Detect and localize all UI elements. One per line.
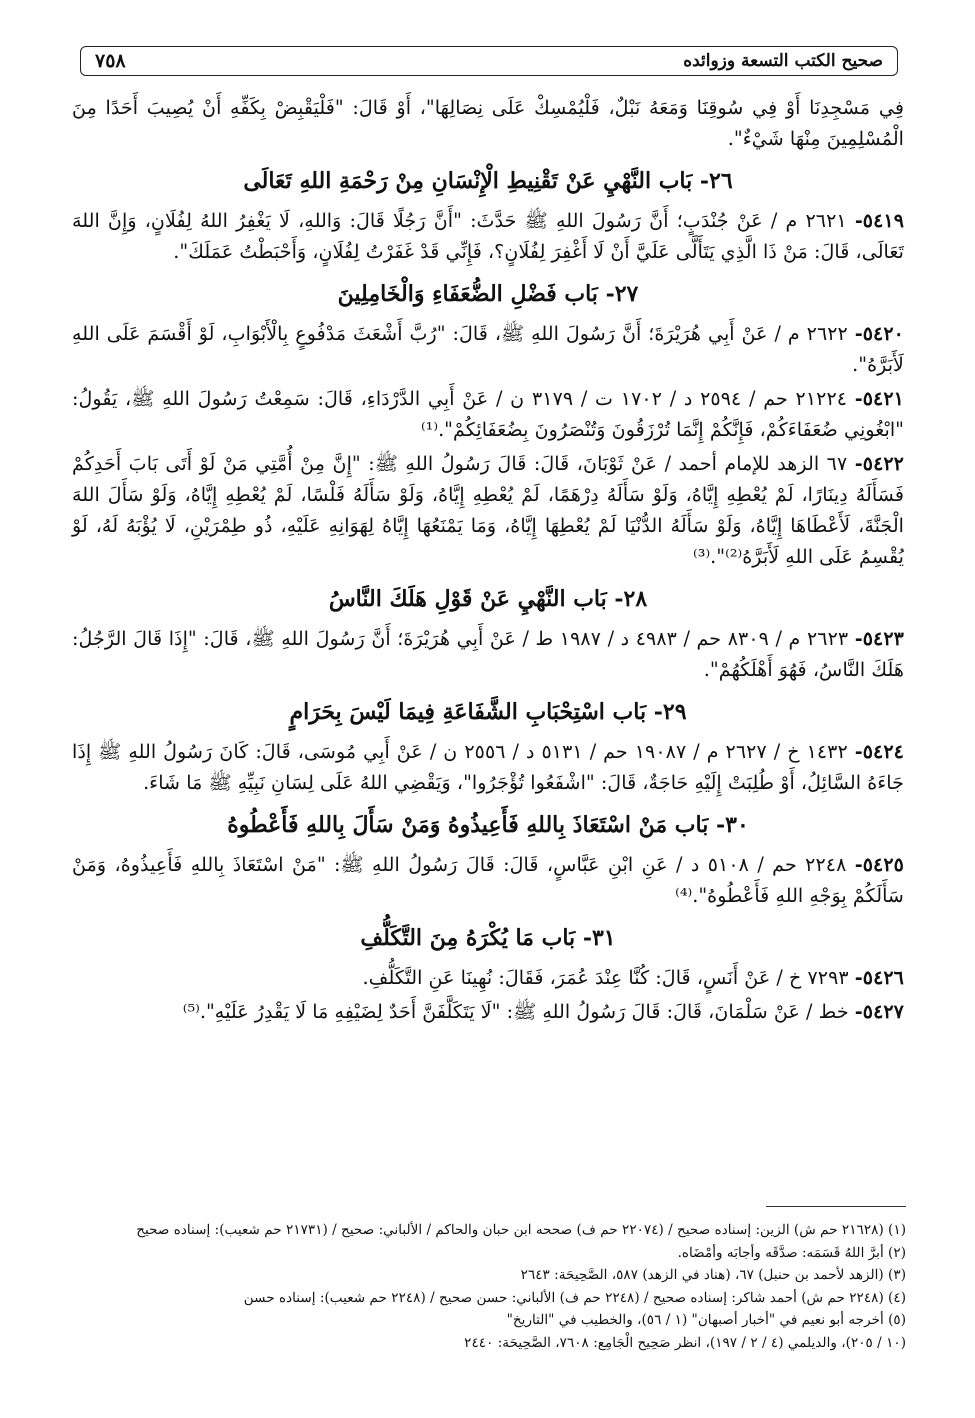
hadith-paragraph (72, 318, 904, 380)
hadith-text: ٧٢٩٣ خ / عَنْ أَنَسٍ، قَالَ: كُنَّا عِنْدَ عُمَرَ، فَقَالَ: نُهِينَا عَنِ التَّكَلُّفِ. (362, 966, 849, 989)
hadith-text: ٢٦٢٣ م / ٨٣٠٩ حم / ٤٩٨٣ د / ١٩٨٧ ط / عَنْ أَبِي هُرَيْرَةَ؛ أَنَّ رَسُولَ اللهِ ﷺ، قَالَ: "إِذَا قَالَ الرَّجُلُ: هَلَكَ النَّاسُ، فَهُوَ أَهْلَكُهُمْ". (72, 627, 904, 681)
footnote-divider (766, 1206, 906, 1207)
hadith-number: ٥٤٢٦- (854, 966, 904, 989)
hadith-number: ٥٤٢٥- (854, 853, 904, 876)
page-number: ٧٥٨ (95, 50, 126, 72)
chapter-heading: ٣٠- بَاب مَنْ اسْتَعَاذَ بِاللهِ فَأَعِيذُوهُ وَمَنْ سَأَلَ بِاللهِ فَأَعْطُوهُ (227, 812, 749, 838)
hadith-paragraph (72, 736, 904, 798)
book-title: صحيح الكتب التسعة وزوائده (683, 51, 883, 71)
hadith-paragraph (72, 205, 904, 267)
hadith-text: ٢٦٢١ م / عَنْ جُنْدَبٍ؛ أَنَّ رَسُولَ اللهِ ﷺ حَدَّثَ: "أَنَّ رَجُلًا قَالَ: وَاللهِ، لَا يَغْفِرُ اللهُ لِفُلَانٍ، وَإِنَّ اللهَ تَعَالَى، قَالَ: مَنْ ذَا الَّذِي يَتَأَلَّى عَلَيَّ أَنْ لَا أَغْفِرَ لِفُلَانٍ؟، فَإِنِّي قَدْ غَفَرْتُ لِفُلَانٍ، وَأَحْبَطْتُ عَمَلَكَ". (72, 209, 904, 263)
hadith-text: ٢٦٢٢ م / عَنْ أَبِي هُرَيْرَةَ؛ أَنَّ رَسُولَ اللهِ ﷺ، قَالَ: "رُبَّ أَشْعَثَ مَدْفُوعٍ بِالْأَبْوَابِ، لَوْ أَقْسَمَ عَلَى اللهِ لَأَبَرَّهُ". (72, 322, 904, 376)
hadith-text: ٢١٢٢٤ حم / ٢٥٩٤ د / ١٧٠٢ ت / ٣١٧٩ ن / عَنْ أَبِي الدَّرْدَاءِ، قَالَ: سَمِعْتُ رَسُولَ اللهِ ﷺ، يَقُولُ: "ابْغُونِي ضُعَفَاءَكُمْ، فَإِنَّكُمْ إِنَّمَا تُرْزَقُونَ وَتُنْصَرُونَ بِضُعَفَائِكُمْ".⁽¹⁾ (72, 387, 904, 441)
chapter-heading: ٣١- بَاب مَا يُكْرَهُ مِنَ التَّكَلُّفِ (360, 925, 616, 951)
hadith-paragraph (72, 962, 904, 993)
hadith-number: ٥٤٢٣- (854, 627, 904, 650)
hadith-number: ٥٤٢١- (854, 387, 904, 410)
footnote: (١٠ / ٢٠٥)، والديلمي (٤ / ٢ / ١٩٧)، انظر صَحِيح الْجَامِع: ٧٦٠٨، الصَّحِيحَة: ٢٤٤٠ (464, 1334, 906, 1351)
hadith-number: ٥٤١٩- (854, 209, 905, 232)
footnote-list (84, 1219, 906, 1355)
main-text (72, 92, 904, 1030)
footnote: (١) (٢١٦٢٨ حم ش) الزين: إسناده صحيح / (٢٢٠٧٤ حم ف) صححه ابن حبان والحاكم / الألباني: صحيح / (٢١٧٣١ حم شعيب): إسناده صحيح (136, 1222, 906, 1238)
hadith-paragraph (72, 383, 904, 445)
page-header (80, 46, 898, 76)
hadith-number: ٥٤٢٢- (854, 452, 904, 475)
hadith-text: فِي مَسْجِدِنَا أَوْ فِي سُوقِنَا وَمَعَهُ نَبْلٌ، فَلْيُمْسِكْ عَلَى نِصَالِهَا"، أَوْ قَالَ: "فَلْيَقْبِضْ بِكَفِّهِ أَنْ يُصِيبَ أَحَدًا مِنَ الْمُسْلِمِينَ مِنْهَا شَيْءٌ". (72, 96, 904, 150)
footnote: (٢) أبرَّ اللهُ قَسَمَه: صدَّقَه وأجابَه وأمْضَاه. (677, 1244, 906, 1261)
hadith-paragraph (72, 849, 904, 911)
footnote: (٣) (الزهد لأحمد بن حنبل) ٦٧، (هناد في الزهد) ٥٨٧، الصَّحِيحَة: ٢٦٤٣ (520, 1267, 906, 1284)
chapter-heading: ٢٧- بَاب فَضْلِ الضُّعَفَاءِ وَالْخَامِلِينَ (337, 281, 639, 307)
hadith-number: ٥٤٢٤- (854, 740, 904, 763)
hadith-text: ١٤٣٢ خ / ٢٦٢٧ م / ١٩٠٨٧ حم / ٥١٣١ د / ٢٥٥٦ ن / عَنْ أَبِي مُوسَى، قَالَ: كَانَ رَسُولُ اللهِ ﷺ إِذَا جَاءَهُ السَّائِلُ، أَوْ طُلِبَتْ إِلَيْهِ حَاجَةٌ، قَالَ: "اشْفَعُوا تُؤْجَرُوا"، وَيَقْضِي اللهُ عَلَى لِسَانِ نَبِيِّهِ ﷺ مَا شَاءَ. (72, 740, 904, 794)
hadith-paragraph (72, 448, 904, 572)
chapter-heading: ٢٦- بَاب النَّهْيِ عَنْ تَقْنِيطِ الْإِنْسَانِ مِنْ رَحْمَةِ اللهِ تَعَالَى (243, 168, 733, 194)
chapter-heading: ٢٨- بَاب النَّهْيِ عَنْ قَوْلِ هَلَكَ النَّاسُ (328, 586, 648, 612)
footnote: (٥) أخرجه أبو نعيم في "أخبار أصبهان" (١ / ٥٦)، والخطيب في "التاريخ" (506, 1312, 906, 1329)
footnote: (٤) (٢٢٤٨ حم ش) أحمد شاكر: إسناده صحيح / (٢٢٤٨ حم ف) الألباني: حسن صحيح / (٢٢٤٨ حم شعيب): إسناده حسن (243, 1289, 906, 1306)
hadith-text: خط / عَنْ سَلْمَانَ، قَالَ: قَالَ رَسُولُ اللهِ ﷺ: "لَا يَتَكَلَّفَنَّ أَحَدٌ لِضَيْفِهِ مَا لَا يَقْدِرُ عَلَيْهِ".⁽⁵⁾ (182, 1000, 849, 1023)
hadith-paragraph (72, 92, 904, 154)
hadith-text: ٢٢٤٨ حم / ٥١٠٨ د / عَنِ ابْنِ عَبَّاسٍ، قَالَ: قَالَ رَسُولُ اللهِ ﷺ: "مَنْ اسْتَعَاذَ بِاللهِ فَأَعِيذُوهُ، وَمَنْ سَأَلَكُمْ بِوَجْهِ اللهِ فَأَعْطُوهُ".⁽⁴⁾ (72, 853, 904, 907)
hadith-paragraph (72, 996, 904, 1027)
hadith-text: ٦٧ الزهد للإمام أحمد / عَنْ ثَوْبَانَ، قَالَ: قَالَ رَسُولُ اللهِ ﷺ: "إِنَّ مِنْ أُمَّتِي مَنْ لَوْ أَتَى بَابَ أَحَدِكُمْ فَسَأَلَهُ دِينَارًا، لَمْ يُعْطِهِ إِيَّاهُ، وَلَوْ سَأَلَهُ دِرْهَمًا، لَمْ يُعْطِهِ إِيَّاهُ، وَلَوْ سَأَلَهُ فَلْسًا، لَمْ يُعْطِهِ إِيَّاهُ، وَلَوْ سَأَلَ اللهَ الْجَنَّةَ، لَأَعْطَاهَا إِيَّاهُ، وَلَوْ سَأَلَهُ الدُّنْيَا لَمْ يُعْطِهَا إِيَّاهُ، وَمَا يَمْنَعُهَا إِيَّاهُ لِهَوَانِهِ عَلَيْهِ، ذُو طِمْرَيْنِ، لَا يُؤْبَهُ لَهُ، لَوْ يُقْسِمُ عَلَى اللهِ لَأَبَرَّهُ⁽²⁾".⁽³⁾ (72, 452, 904, 568)
hadith-paragraph (72, 623, 904, 685)
footnotes (84, 1206, 906, 1355)
hadith-number: ٥٤٢٧- (854, 1000, 904, 1023)
hadith-number: ٥٤٢٠- (854, 322, 904, 345)
chapter-heading: ٢٩- بَاب اسْتِحْبَابِ الشَّفَاعَةِ فِيمَا لَيْسَ بِحَرَامٍ (289, 699, 687, 725)
